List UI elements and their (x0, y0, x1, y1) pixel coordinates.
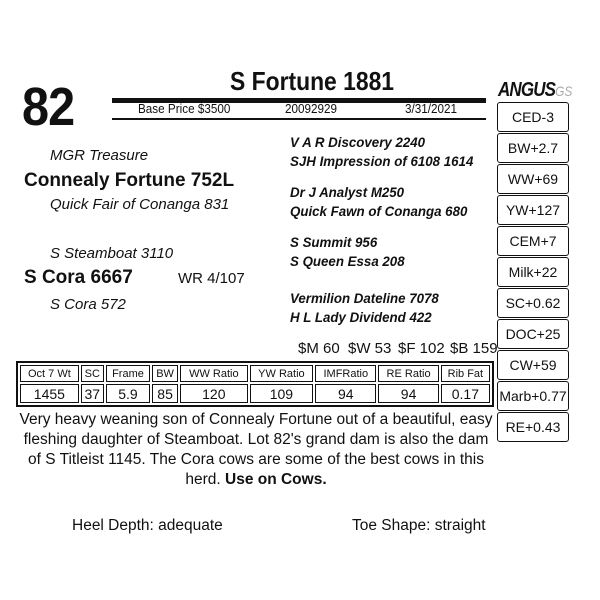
pedigree-dam-sire: S Steamboat 3110 (50, 245, 174, 262)
pedigree-dam: S Cora 6667 (24, 267, 133, 288)
table-cell: 5.9 (106, 384, 150, 403)
epd-cem: CEM+7 (497, 226, 569, 256)
epd-doc: DOC+25 (497, 319, 569, 349)
pedigree-dam-dam: S Cora 572 (50, 296, 126, 313)
table-cell: 120 (180, 384, 248, 403)
lot-number: 82 (22, 77, 75, 137)
epd-sc: SC+0.62 (497, 288, 569, 318)
pedigree-right-6: S Queen Essa 208 (290, 253, 405, 269)
angus-gs-logo: ANGUSGS (498, 79, 573, 101)
column-header: Oct 7 Wt (20, 365, 79, 382)
epd-re: RE+0.43 (497, 412, 569, 442)
registration-number: 20092929 (285, 101, 338, 116)
animal-name: S Fortune 1881 (230, 66, 395, 96)
pedigree-sire: Connealy Fortune 752L (24, 170, 235, 191)
epd-yw: YW+127 (497, 195, 569, 225)
table-cell: 85 (152, 384, 178, 403)
epd-ww: WW+69 (497, 164, 569, 194)
value-index-w: $W 53 (348, 340, 392, 357)
epd-milk: Milk+22 (497, 257, 569, 287)
heel-depth: Heel Depth: adequate (72, 517, 223, 534)
pedigree-right-5: S Summit 956 (290, 234, 378, 250)
performance-table (16, 361, 494, 407)
epd-bw: BW+2.7 (497, 133, 569, 163)
column-header: WW Ratio (180, 365, 248, 382)
description-emphasis: Use on Cows. (225, 471, 327, 488)
pedigree-right-7: Vermilion Dateline 7078 (290, 290, 439, 306)
table-cell: 94 (378, 384, 438, 403)
pedigree-sire-dam: Quick Fair of Conanga 831 (50, 196, 230, 213)
pedigree-right-3: Dr J Analyst M250 (290, 184, 405, 200)
table-cell: 0.17 (441, 384, 490, 403)
table-cell: 109 (250, 384, 314, 403)
birth-date: 3/31/2021 (405, 101, 458, 116)
description (16, 410, 496, 490)
toe-shape: Toe Shape: straight (352, 517, 486, 534)
pedigree-sire-sire: MGR Treasure (50, 147, 149, 164)
value-index-f: $F 102 (398, 340, 445, 357)
epd-ced: CED-3 (497, 102, 569, 132)
epd-cw: CW+59 (497, 350, 569, 380)
pedigree-right-4: Quick Fawn of Conanga 680 (290, 203, 468, 219)
epd-column (497, 102, 569, 443)
dam-weaning-record: WR 4/107 (178, 270, 245, 287)
pedigree-right-1: V A R Discovery 2240 (290, 134, 426, 150)
value-index-b: $B 159 (450, 340, 498, 357)
column-header: IMFRatio (315, 365, 376, 382)
table-header-row (20, 365, 490, 382)
column-header: Rib Fat (441, 365, 490, 382)
base-price: Base Price $3500 (138, 101, 231, 116)
table-cell: 37 (81, 384, 104, 403)
column-header: SC (81, 365, 104, 382)
value-index-m: $M 60 (298, 340, 340, 357)
column-header: BW (152, 365, 178, 382)
epd-marb: Marb+0.77 (497, 381, 569, 411)
column-header: RE Ratio (378, 365, 438, 382)
column-header: Frame (106, 365, 150, 382)
pedigree-right-8: H L Lady Dividend 422 (290, 309, 432, 325)
column-header: YW Ratio (250, 365, 314, 382)
table-row (20, 384, 490, 403)
description-text: Very heavy weaning son of Connealy Fortune out of a beautiful, easy fleshing daughter of Steamboat. Lot 82's grand dam is also the dam of S Titleist 1145. The Cora cows are some of the best cows in this herd. (19, 411, 493, 488)
pedigree-right-2: SJH Impression of 6108 1614 (290, 153, 474, 169)
table-cell: 1455 (20, 384, 79, 403)
table-cell: 94 (315, 384, 376, 403)
